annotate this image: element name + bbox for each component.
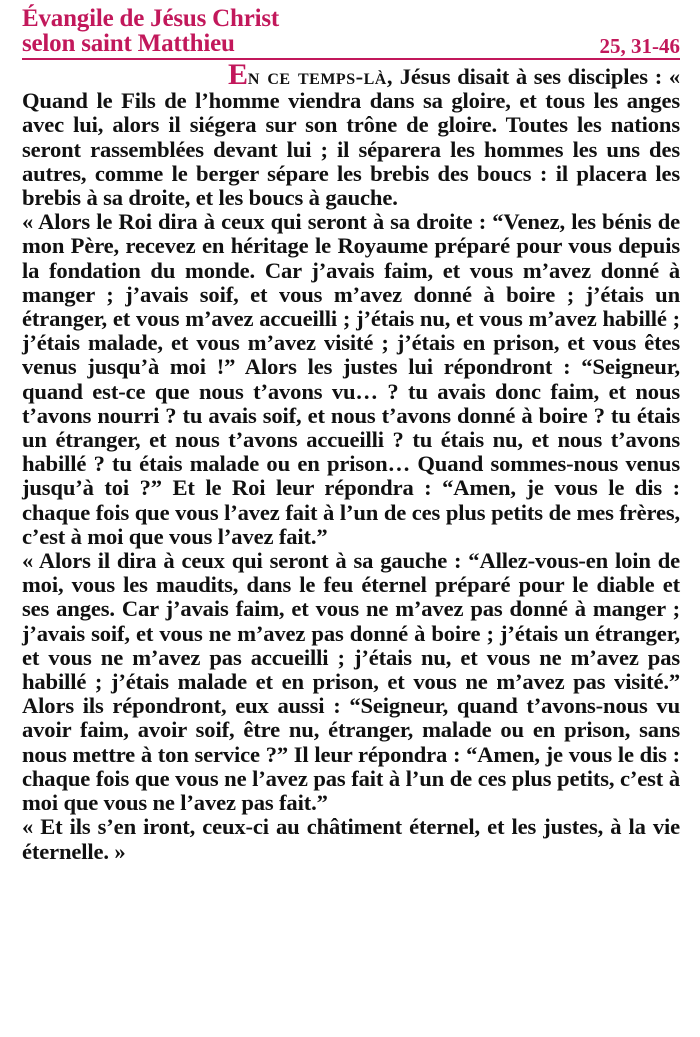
gospel-text	[22, 58, 680, 864]
title-row	[22, 31, 680, 57]
opening-smallcaps: n ce temps-là,	[247, 64, 393, 89]
scripture-reference: 25, 31-46	[599, 34, 680, 58]
title-line-1: Évangile de Jésus Christ	[22, 5, 280, 32]
paragraph: « Et ils s’en iront, ceux-ci au châtiment éternel, et les justes, à la vie éternelle. »	[22, 814, 680, 864]
title-divider	[22, 58, 680, 60]
gospel-page	[22, 6, 680, 864]
paragraph: « Alors il dira à ceux qui seront à sa gauche : “Allez-vous-en loin de moi, vous les maudits, dans le feu éternel préparé pour le diable et ses anges. Car j’avais faim, et vous ne m’avez pas donné à manger ; j’avais soif, et vous ne m’avez pas donné à boire ; j’étais un étranger, et vous ne m’avez pas accueilli ; j’étais nu, et vous ne m’avez pas habillé ; j’étais malade et en prison, et vous ne m’avez pas visité.” Alors ils répondront, eux aussi : “Seigneur, quand t’avons-nous vu avoir faim, avoir soif, être nu, étranger, malade ou en prison, sans nous mettre à ton service ?” Il leur répondra : “Amen, je vous le dis : chaque fois que vous ne l’avez pas fait à l’un de ces plus petits, c’est à moi que vous ne l’avez pas fait.”	[22, 548, 680, 816]
title-line-2: selon saint Matthieu	[22, 30, 235, 57]
initial-letter: E	[228, 58, 248, 91]
opening-text: Jésus disait à ses disciples : « Quand le Fils de l’homme viendra dans sa gloire, et tous les anges avec lui, alors il siégera sur son trône de gloire. Toutes les nations seront rassemblées devant lui ; il séparera les hommes les uns des autres, comme le berger sépare les brebis des boucs : il placera les brebis à sa droite, et les boucs à gauche.	[22, 64, 680, 211]
opening-paragraph	[22, 58, 680, 211]
paragraph: « Alors le Roi dira à ceux qui seront à sa droite : “Venez, les bénis de mon Père, recevez en héritage le Royaume préparé pour vous depuis la fondation du monde. Car j’avais faim, et vous m’avez donné à manger ; j’avais soif, et vous m’avez donné à boire ; j’étais un étranger, et vous m’avez accueilli ; j’étais nu, et vous m’avez habillé ; j’étais malade, et vous m’avez visité ; j’étais en prison, et vous êtes venus jusqu’à moi !” Alors les justes lui répondront : “Seigneur, quand est-ce que nous t’avons vu… ? tu avais donc faim, et nous t’avons nourri ? tu avais soif, et nous t’avons donné à boire ? tu étais un étranger, et nous t’avons accueilli ? tu étais nu, et nous t’avons habillé ? tu étais malade ou en prison… Quand sommes-nous venus jusqu’à toi ?” Et le Roi leur répondra : “Amen, je vous le dis : chaque fois que vous l’avez fait à l’un de ces plus petits de mes frères, c’est à moi que vous l’avez fait.”	[22, 209, 680, 549]
